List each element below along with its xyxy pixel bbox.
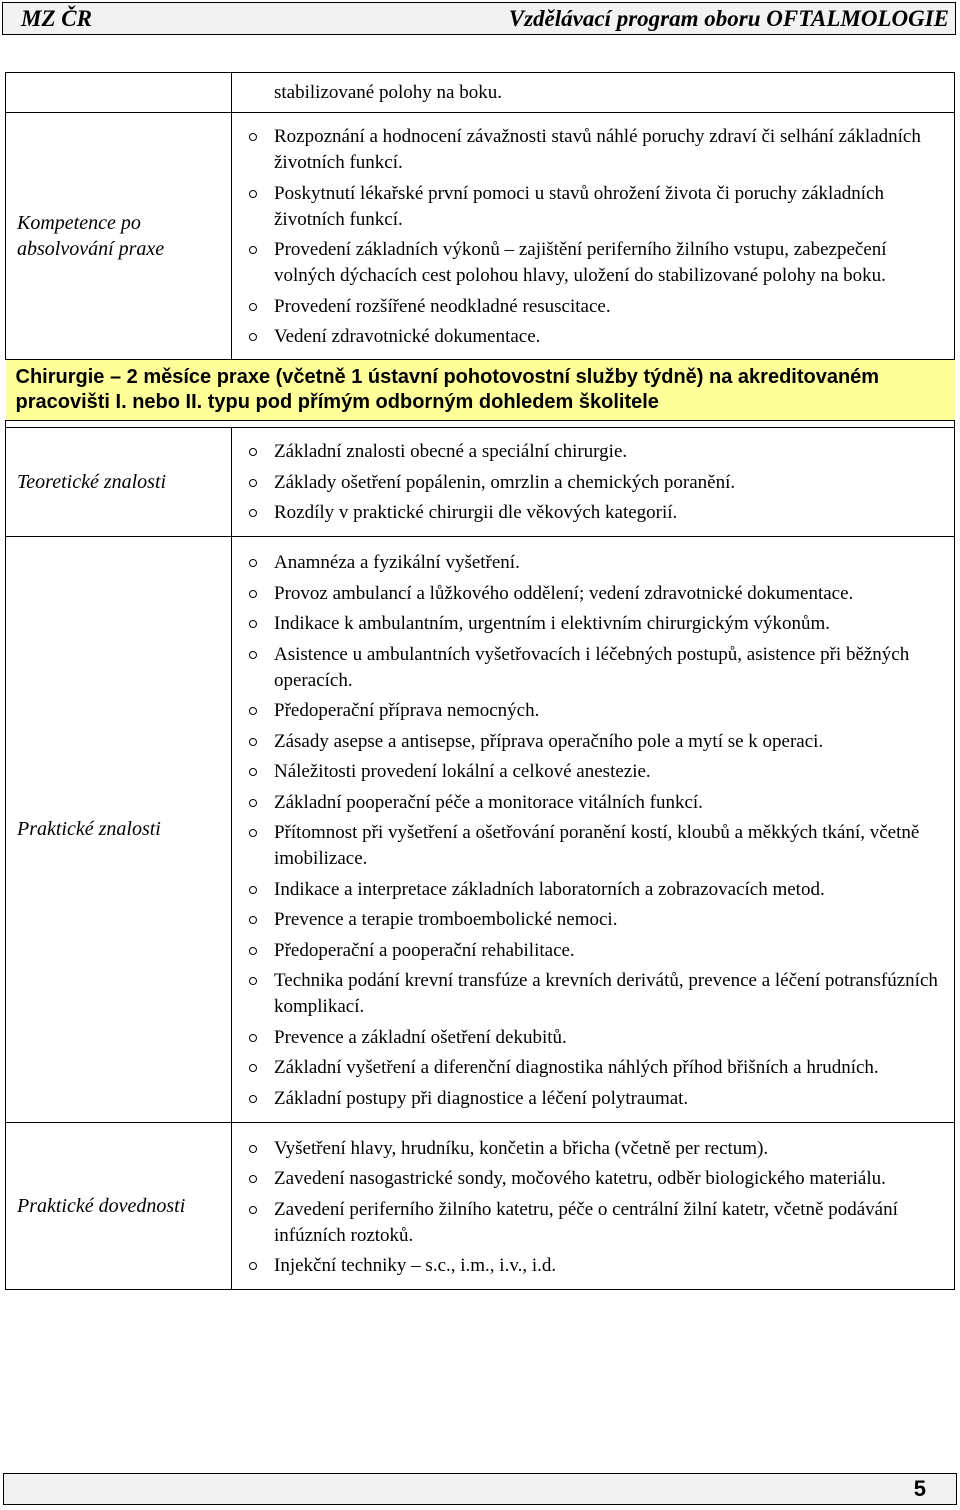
- list-item: Poskytnutí lékařské první pomoci u stavů ohrožení života či poruchy základních životních funkcí.: [248, 181, 950, 233]
- list-item: Základy ošetření popálenin, omrzlin a chemických poranění.: [248, 470, 950, 496]
- list-item: Provedení rozšířené neodkladné resuscitace.: [248, 294, 950, 320]
- list-item: Základní pooperační péče a monitorace vitálních funkcí.: [248, 790, 950, 816]
- teoreticke-list: [248, 439, 950, 526]
- list-item: Provoz ambulancí a lůžkového oddělení; vedení zdravotnické dokumentace.: [248, 581, 950, 607]
- teoreticke-cell: [232, 428, 955, 537]
- dovednosti-cell: [232, 1122, 955, 1290]
- list-item: Asistence u ambulantních vyšetřovacích i léčebných postupů, asistence při běžných operacích.: [248, 642, 950, 694]
- dovednosti-list: [248, 1136, 950, 1280]
- row-label-dovednosti: Praktické dovednosti: [6, 1122, 232, 1290]
- section-header-row: [6, 360, 955, 421]
- page-header: [2, 2, 956, 35]
- prakticke-list: [248, 550, 950, 1112]
- prakticke-cell: [232, 537, 955, 1123]
- list-item: Provedení základních výkonů – zajištění periferního žilního vstupu, zabezpečení volných dýchacích cest polohou hlavy, uložení do stabilizované polohy na boku.: [248, 237, 950, 289]
- continuation-cell: [232, 73, 955, 113]
- table-row-teoreticke: [6, 428, 955, 537]
- list-item: Anamnéza a fyzikální vyšetření.: [248, 550, 950, 576]
- curriculum-table: [5, 72, 955, 1290]
- list-item: Základní znalosti obecné a speciální chirurgie.: [248, 439, 950, 465]
- list-item: Předoperační a pooperační rehabilitace.: [248, 938, 950, 964]
- list-item: Vyšetření hlavy, hrudníku, končetin a břicha (včetně per rectum).: [248, 1136, 950, 1162]
- table-row-continuation: [6, 73, 955, 113]
- list-item: Náležitosti provedení lokální a celkové anestezie.: [248, 759, 950, 785]
- list-item: Základní postupy při diagnostice a léčení polytraumat.: [248, 1086, 950, 1112]
- table-row-kompetence: [6, 113, 955, 360]
- list-item: Vedení zdravotnické dokumentace.: [248, 324, 950, 350]
- list-item: Prevence a základní ošetření dekubitů.: [248, 1025, 950, 1051]
- row-label-teoreticke: Teoretické znalosti: [6, 428, 232, 537]
- list-item: Prevence a terapie tromboembolické nemoci.: [248, 907, 950, 933]
- empty-label-cell: [6, 73, 232, 113]
- header-ministry: MZ ČR: [21, 6, 92, 31]
- row-label-prakticke: Praktické znalosti: [6, 537, 232, 1123]
- list-item: Indikace a interpretace základních laboratorních a zobrazovacích metod.: [248, 877, 950, 903]
- list-item: Technika podání krevní transfúze a krevních derivátů, prevence a léčení potransfúzních komplikací.: [248, 968, 950, 1020]
- kompetence-list: [248, 124, 950, 350]
- list-item: Rozpoznání a hodnocení závažnosti stavů náhlé poruchy zdraví či selhání základních životních funkcí.: [248, 124, 950, 176]
- list-item: Zavedení nasogastrické sondy, močového katetru, odběr biologického materiálu.: [248, 1166, 950, 1192]
- page-number: 5: [913, 1476, 926, 1501]
- list-item: Přítomnost při vyšetření a ošetřování poranění kostí, kloubů a měkkých tkání, včetně imobilizace.: [248, 820, 950, 872]
- list-item: Zásady asepse a antisepse, příprava operačního pole a mytí se k operaci.: [248, 729, 950, 755]
- list-item: Injekční techniky – s.c., i.m., i.v., i.d.: [248, 1253, 950, 1279]
- list-item: Předoperační příprava nemocných.: [248, 698, 950, 724]
- page-footer: [3, 1473, 957, 1505]
- kompetence-cell: [232, 113, 955, 360]
- section-title: Chirurgie – 2 měsíce praxe (včetně 1 ústavní pohotovostní služby týdně) na akreditovaném pracovišti I. nebo II. typu pod přímým odborným dohledem školitele: [6, 360, 955, 421]
- table-row-dovednosti: [6, 1122, 955, 1290]
- continuation-text: stabilizované polohy na boku.: [274, 81, 502, 103]
- table-row-prakticke: [6, 537, 955, 1123]
- row-label-kompetence: Kompetence po absolvování praxe: [6, 113, 232, 360]
- list-item: Základní vyšetření a diferenční diagnostika náhlých příhod břišních a hrudních.: [248, 1055, 950, 1081]
- list-item: Indikace k ambulantním, urgentním i elektivním chirurgickým výkonům.: [248, 611, 950, 637]
- list-item: Rozdíly v praktické chirurgii dle věkových kategorií.: [248, 500, 950, 526]
- header-program-title: Vzdělávací program oboru OFTALMOLOGIE: [508, 6, 949, 31]
- list-item: Zavedení periferního žilního katetru, péče o centrální žilní katetr, včetně podávání infúzních roztoků.: [248, 1197, 950, 1249]
